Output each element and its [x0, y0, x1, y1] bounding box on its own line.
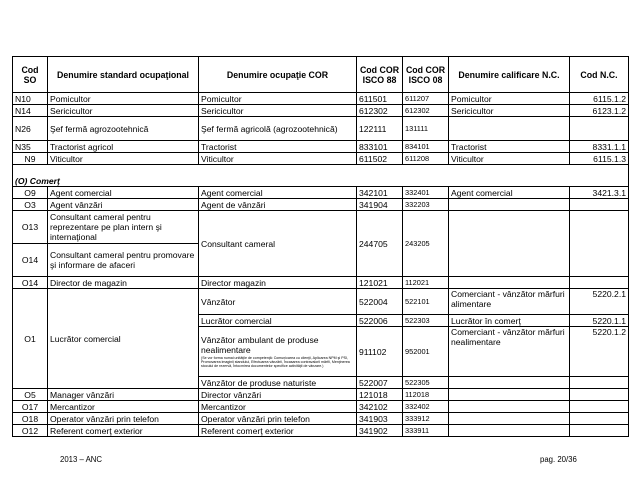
cell-cod-88: 612302: [357, 105, 403, 117]
cell-nc: Tractorist: [449, 141, 570, 153]
cell-denumire-so: Operator vânzări prin telefon: [48, 413, 199, 425]
cell-cod-08: 112018: [403, 389, 449, 401]
cell-cod: N10: [13, 93, 48, 105]
cell-cod-nc: [570, 199, 629, 211]
cell-cod-08: 112021: [403, 277, 449, 289]
cell-denumire-so: Viticultor: [48, 153, 199, 165]
cell-cod-08: 611207: [403, 93, 449, 105]
cell-cod-nc: 6123.1.2: [570, 105, 629, 117]
cell-cod: O14: [13, 244, 48, 277]
table-row: [13, 277, 629, 289]
cell-cod-nc: [570, 401, 629, 413]
cell-cod-nc: [570, 211, 629, 277]
table-row: [13, 401, 629, 413]
cell-nc: [449, 401, 570, 413]
cell-cod-88: 341903: [357, 413, 403, 425]
cell-cor: [199, 327, 357, 377]
cell-cor: Consultant cameral: [199, 211, 357, 277]
cell-cor: Tractorist: [199, 141, 357, 153]
table-row: [13, 105, 629, 117]
cell-cod: O12: [13, 425, 48, 437]
cell-cor: Vânzător: [199, 289, 357, 315]
cell-nc: [449, 389, 570, 401]
cell-cod-08: 131111: [403, 117, 449, 141]
cell-cor: Lucrător comercial: [199, 315, 357, 327]
section-row: [13, 165, 629, 187]
cell-nc: Comerciant - vânzător mărfuri nealimentare: [449, 327, 570, 377]
cell-cor: Referent comerţ exterior: [199, 425, 357, 437]
table-row: [13, 153, 629, 165]
cell-cod: O3: [13, 199, 48, 211]
cell-nc: Agent comercial: [449, 187, 570, 199]
cell-cod-08: 333911: [403, 425, 449, 437]
cell-denumire-so: Tractorist agricol: [48, 141, 199, 153]
cell-denumire-so: Consultant cameral pentru reprezentare pe plan intern şi internaţional: [48, 211, 199, 244]
cell-cod-08: 522303: [403, 315, 449, 327]
cell-denumire-so: Agent vânzări: [48, 199, 199, 211]
cell-cor: Mercantizor: [199, 401, 357, 413]
table-row: [13, 211, 629, 244]
cell-cod: N14: [13, 105, 48, 117]
cell-denumire-so: Referent comerţ exterior: [48, 425, 199, 437]
cell-denumire-so: Lucrător comercial: [48, 289, 199, 389]
cell-cod: O9: [13, 187, 48, 199]
table-row: [13, 389, 629, 401]
cell-cor: Şef fermă agricolă (agrozootehnică): [199, 117, 357, 141]
cell-denumire-so: Agent comercial: [48, 187, 199, 199]
cell-cod-nc: 6115.1.3: [570, 153, 629, 165]
cell-nc: Lucrător în comerţ: [449, 315, 570, 327]
header-denumire-so: Denumire standard ocupaţional: [48, 57, 199, 93]
cell-cod-88: 522006: [357, 315, 403, 327]
cell-cor: Director magazin: [199, 277, 357, 289]
cell-cor: Agent comercial: [199, 187, 357, 199]
cell-cor: Vânzător de produse naturiste: [199, 377, 357, 389]
cell-nc: [449, 199, 570, 211]
cell-cod-08: 333912: [403, 413, 449, 425]
cell-cor: Director vânzări: [199, 389, 357, 401]
cell-cod-nc: 5220.1.1: [570, 315, 629, 327]
cell-cod-08: 834101: [403, 141, 449, 153]
cell-nc: Pomicultor: [449, 93, 570, 105]
cell-denumire-so: Consultant cameral pentru promovare şi informare de afaceri: [48, 244, 199, 277]
header-cod-nc: Cod N.C.: [570, 57, 629, 93]
cell-cod-08: 952001: [403, 327, 449, 377]
footer-left: 2013 – ANC: [60, 455, 103, 464]
table-row: [13, 413, 629, 425]
cell-cod-nc: 5220.2.1: [570, 289, 629, 315]
cell-cor: Sericicultor: [199, 105, 357, 117]
cell-cod-08: 611208: [403, 153, 449, 165]
cell-cod-88: 342102: [357, 401, 403, 413]
cell-cor: Operator vânzări prin telefon: [199, 413, 357, 425]
cell-cod-nc: [570, 425, 629, 437]
table-row: [13, 141, 629, 153]
cell-cod-88: 611501: [357, 93, 403, 105]
cell-denumire-so: Mercantizor: [48, 401, 199, 413]
cell-cod-88: 341902: [357, 425, 403, 437]
table-row: [13, 289, 629, 315]
footer-page-number: pag. 20/36: [540, 455, 577, 464]
cell-cod-08: 332402: [403, 401, 449, 413]
cell-cod: O13: [13, 211, 48, 244]
table-row: [13, 93, 629, 105]
cor-label: Vânzător ambulant de produse nealimentare: [201, 334, 319, 355]
table-row: [13, 187, 629, 199]
cor-note: (Se vor forma numai unităţile de competenţă: Comunicarea cu clienţii, Aplicarea NPM şi PSI, Promovarea imaginii standului, Efectuarea vânzării, Încasarea contravalorii mărfii, Menţinerea stocului de rezervă, Întocmirea documentelor specifice activităţii de vânzare.): [201, 355, 350, 369]
occupations-table: [12, 56, 629, 437]
cell-denumire-so: Pomicultor: [48, 93, 199, 105]
cell-cod: N9: [13, 153, 48, 165]
cell-nc: [449, 211, 570, 277]
cell-denumire-so: Manager vânzări: [48, 389, 199, 401]
table-row: [13, 117, 629, 141]
cell-cod-08: 243205: [403, 211, 449, 277]
cell-cod-88: 522004: [357, 289, 403, 315]
cell-cod-88: 121018: [357, 389, 403, 401]
cell-nc: Viticultor: [449, 153, 570, 165]
cell-cod-nc: [570, 413, 629, 425]
cell-nc: [449, 117, 570, 141]
cell-cod-88: 911102: [357, 327, 403, 377]
cell-nc: Comerciant - vânzător mărfuri alimentare: [449, 289, 570, 315]
cell-cod-88: 342101: [357, 187, 403, 199]
cell-cod-08: 522305: [403, 377, 449, 389]
cell-cor: Pomicultor: [199, 93, 357, 105]
header-denumire-nc: Denumire calificare N.C.: [449, 57, 570, 93]
cell-cod-88: 121021: [357, 277, 403, 289]
cell-cod: O18: [13, 413, 48, 425]
cell-cod-88: 833101: [357, 141, 403, 153]
table-header: [13, 57, 629, 93]
cell-cod-08: 332203: [403, 199, 449, 211]
cell-cod-88: 122111: [357, 117, 403, 141]
table-row: [13, 199, 629, 211]
cell-cod-nc: 3421.3.1: [570, 187, 629, 199]
cell-cod-nc: [570, 117, 629, 141]
cell-cod: O17: [13, 401, 48, 413]
cell-cod-nc: [570, 389, 629, 401]
cell-denumire-so: Sericicultor: [48, 105, 199, 117]
cell-cod-nc: 5220.1.2: [570, 327, 629, 377]
cell-cod: O5: [13, 389, 48, 401]
cell-cod: O14: [13, 277, 48, 289]
cell-nc: [449, 277, 570, 289]
cell-cod: O1: [13, 289, 48, 389]
cell-cod-nc: [570, 277, 629, 289]
cell-denumire-so: Şef fermă agrozootehnică: [48, 117, 199, 141]
cell-nc: [449, 377, 570, 389]
cell-cod-nc: 6115.1.2: [570, 93, 629, 105]
header-denumire-cor: Denumire ocupaţie COR: [199, 57, 357, 93]
cell-cod-88: 522007: [357, 377, 403, 389]
cell-cod-88: 244705: [357, 211, 403, 277]
cell-cod-nc: [570, 377, 629, 389]
cell-cod-88: 611502: [357, 153, 403, 165]
cell-cor: Agent de vânzări: [199, 199, 357, 211]
cell-cod: N26: [13, 117, 48, 141]
section-title: (O) Comerţ: [15, 176, 60, 186]
cell-nc: Sericicultor: [449, 105, 570, 117]
cell-nc: [449, 413, 570, 425]
table-row: [13, 425, 629, 437]
header-cod-cor-88: Cod COR ISCO 88: [357, 57, 403, 93]
cell-cod-88: 341904: [357, 199, 403, 211]
cell-cod-08: 522101: [403, 289, 449, 315]
header-cod-cor-08: Cod COR ISCO 08: [403, 57, 449, 93]
cell-cor: Viticultor: [199, 153, 357, 165]
cell-denumire-so: Director de magazin: [48, 277, 199, 289]
cell-cod-08: 612302: [403, 105, 449, 117]
cell-cod-08: 332401: [403, 187, 449, 199]
header-cod-so: Cod SO: [13, 57, 48, 93]
cell-cod: N35: [13, 141, 48, 153]
cell-cod-nc: 8331.1.1: [570, 141, 629, 153]
cell-nc: [449, 425, 570, 437]
